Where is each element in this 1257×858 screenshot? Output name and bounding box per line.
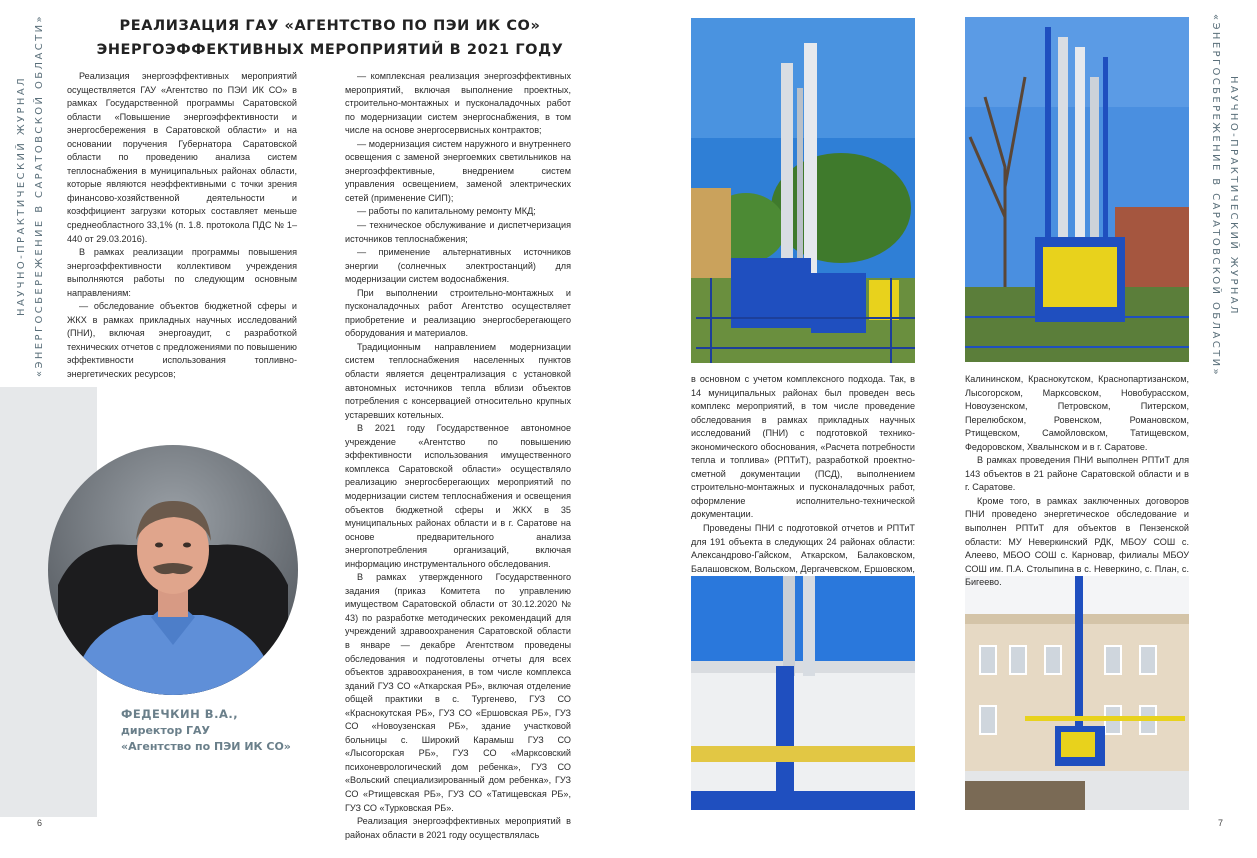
boiler-illustration-1 (691, 18, 915, 363)
article-title (80, 14, 580, 62)
paragraph: — модернизация систем наружного и внутреннего освещения с заменой энергоемких светильников на энергоэффективные, внедрением систем управления освещением, заменой электрических сетей (применение СИП); (345, 138, 571, 203)
paragraph: В рамках проведения ПНИ выполнен РПТиТ для 143 объектов в 21 районе Саратовской области и в г. Саратове. (965, 455, 1189, 493)
paragraph: — применение альтернативных источников энергии (солнечных электростанций) для модернизации систем водоснабжения. (345, 247, 571, 285)
paragraph: — обследование объектов бюджетной сферы и ЖКХ в рамках прикладных научных исследований (ПНИ), включая энергоаудит, с разработкой технических отчетов с предложениями по повышению эффективности использования топливно-энергетических ресурсов; (67, 301, 297, 380)
text-column-4 (965, 373, 1189, 590)
photo-boiler-blue-chimneys (691, 18, 915, 363)
journal-subtitle-right: «ЭНЕРГОСБЕРЕЖЕНИЕ В САРАТОВСКОЙ ОБЛАСТИ» (1210, 14, 1221, 378)
photo-building-gas-unit (965, 576, 1189, 810)
paragraph: В рамках реализации программы повышения энергоэффективности коллективом учреждения выполняются работы по следующим основным направлениям: (67, 247, 297, 298)
paragraph: — комплексная реализация энергоэффективных мероприятий, включая выполнение проектных, строительно-монтажных и пусконаладочных работ по модернизации систем энергоснабжения, в том числе на основе энергосервисных контрактов; (345, 71, 571, 136)
paragraph: В 2021 году Государственное автономное учреждение «Агентство по повышению эффективности использования имущественного комплекса Саратовской области» осуществляло реализацию энергосберегающих мероприятий по модернизации систем теплоснабжения и освещения объектов бюджетной сферы и ЖКХ в 35 муниципальных районах области и в г. Саратове на основе предварительного анализа энергопотребления организаций, включая информацию инструментального обследования. (345, 423, 571, 569)
caption-role: директор ГАУ (121, 724, 211, 737)
paragraph: При выполнении строительно-монтажных и пусконаладочных работ Агентство осуществляет приобретение и реализацию энергосберегающего оборудования и материалов. (345, 287, 571, 339)
text-column-1 (67, 70, 297, 382)
photo-wall-chimney (691, 576, 915, 810)
portrait-illustration (48, 445, 298, 695)
journal-title-right: НАУЧНО-ПРАКТИЧЕСКИЙ ЖУРНАЛ (1228, 76, 1239, 316)
text-column-3 (691, 373, 915, 576)
text-column-2 (345, 70, 571, 842)
paragraph: Калининском, Краснокутском, Краснопартизанском, Лысогорском, Марксовском, Новобурасском, Новоузенском, Петровском, Питерском, Перелюбском, Ровенском, Романовском, Ртищевском, Самойловском, Татищевском, Федоровском, Хвалынском и в г. Саратове. (965, 374, 1189, 452)
page-number-left: 6 (37, 818, 43, 828)
caption-organization: «Агентство по ПЭИ ИК СО» (121, 740, 291, 753)
paragraph: Традиционным направлением модернизации систем теплоснабжения населенных пунктов области является децентрализация с установкой автономных источников тепла вблизи объектов потребления с консервацией относительно крупных устаревших котельных. (345, 341, 571, 420)
paragraph: Реализация энергоэффективных мероприятий осуществляется ГАУ «Агентство по ПЭИ ИК СО» в рамках Государственной программы Саратовской области «Повышение энергоэффективности и энергосбережения в Саратовской области» и на основании поручения Губернатора Саратовской области по проведению анализа систем теплоснабжения в муниципальных районах области, которые являются неэффективными с точки зрения финансово-хозяйственной деятельности и коэффициент загрузки которых составляет меньше среднеобластного 33,1% (п. 1.8. протокола ПДС № 1–440 от 29.03.2016). (67, 71, 297, 244)
journal-title-left: НАУЧНО-ПРАКТИЧЕСКИЙ ЖУРНАЛ (16, 76, 27, 316)
boiler-illustration-4 (965, 576, 1189, 810)
photo-boiler-yellow-unit (965, 17, 1189, 362)
paragraph: Кроме того, в рамках заключенных договоров ПНИ проведено энергетическое обследование и выполнен РПТиТ для объектов в Пензенской области: МУ Неверкинский РДК, МБОУ СОШ с. Алеево, МБОО СОШ с. Карновар, филиалы МБОУ СОШ им. П.А. Столыпина в с. Неверкино, с. План, с. Бигеево. (965, 495, 1189, 588)
article-title-line2: ЭНЕРГОЭФФЕКТИВНЫХ МЕРОПРИЯТИЙ В 2021 ГОДУ (96, 42, 564, 58)
boiler-illustration-2 (965, 17, 1189, 362)
paragraph: — работы по капитальному ремонту МКД; (357, 206, 536, 217)
caption-name: ФЕДЕЧКИН В.А., (121, 707, 239, 721)
article-title-line1: РЕАЛИЗАЦИЯ ГАУ «АГЕНТСТВО ПО ПЭИ ИК СО» (119, 18, 541, 34)
page-number-right: 7 (1218, 818, 1224, 828)
boiler-illustration-3 (691, 576, 915, 810)
journal-subtitle-left: «ЭНЕРГОСБЕРЕЖЕНИЕ В САРАТОВСКОЙ ОБЛАСТИ» (34, 14, 45, 378)
paragraph: Реализация энергоэффективных мероприятий в районах области в 2021 году осуществлялась (345, 816, 571, 840)
paragraph: В рамках утвержденного Государственного задания (приказ Комитета по управлению имуществом Саратовской области от 30.12.2020 № 43) по разработке методических рекомендаций для учреждений здравоохранения Саратовской области в январе — декабре Агентством проведены обследования и подготовлены отчеты для всех объектов здравоохранения, в том числе комплекса зданий ГУЗ СО «Аткарская РБ», включая отделение общей практики в с. Тургенево, ГУЗ СО «Краснокутская РБ», ГУЗ СО «Ершовская РБ», ГУЗ СО «Новоузенская РБ», здание участковой больницы с. Широкий Карамыш ГУЗ СО «Лысогорская РБ», ГУЗ СО «Марксовский психоневрологический дом ребенка», ГУЗ СО «Вольский специализированный дом ребенка», ГУЗ СО «Ртищевская РБ», ГУЗ СО «Татищевская РБ», ГУЗ СО «Турковская РБ». (345, 572, 571, 813)
paragraph: в основном с учетом комплексного подхода. Так, в 14 муниципальных районах был проведен весь комплекс мероприятий, в том числе проведение обследования в рамках прикладных научных исследований (ПНИ) с подготовкой технико-экономического обоснования, «Расчета потребности тепла и топлива» (РПТиТ), разработкой проектно-сметной документации (ПСД), выполнением строительно-монтажных и пусконаладочных работ, оформление исполнительно-технической документации. (691, 374, 915, 520)
portrait-photo (48, 445, 298, 695)
paragraph: — техническое обслуживание и диспетчеризация источников теплоснабжения; (345, 220, 571, 244)
paragraph: Проведены ПНИ с подготовкой отчетов и РПТиТ для 191 объекта в следующих 24 районах области: Александрово-Гайском, Аткарском, Балаковском, Балашовском, Вольском, Дергачевском, Ершовском, (691, 523, 915, 574)
